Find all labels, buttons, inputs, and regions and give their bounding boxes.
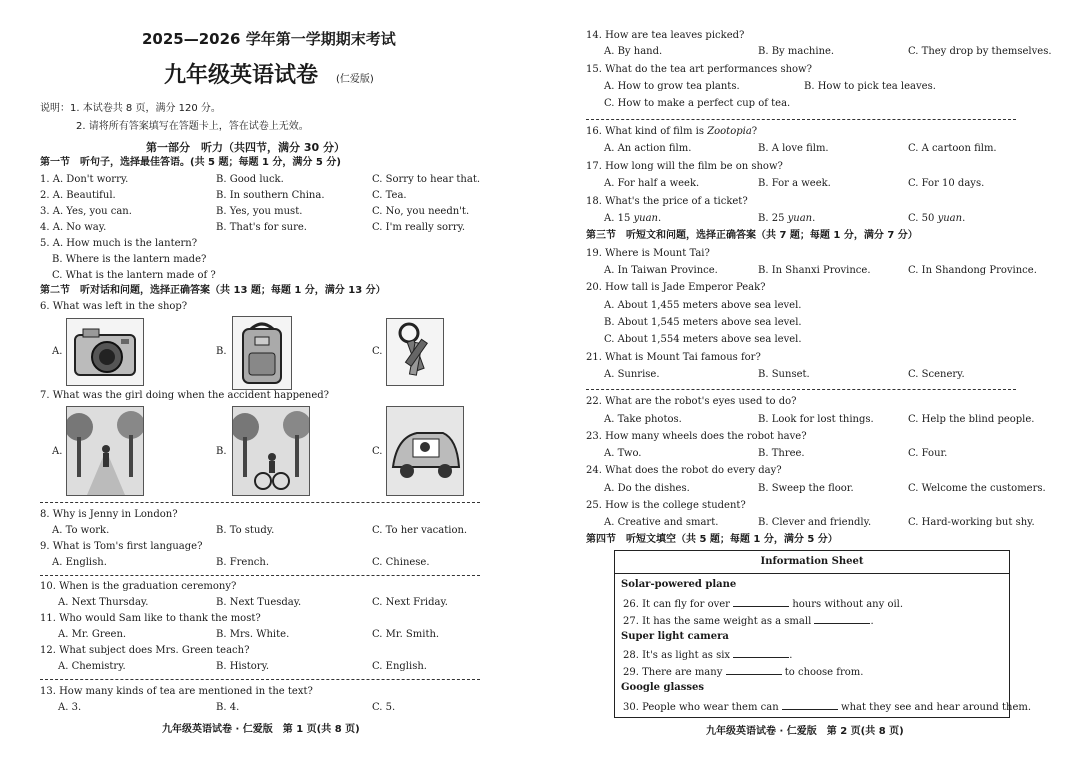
sheet-title: Information Sheet [615, 551, 1009, 574]
q2-option-a: 2. A. Beautiful. [40, 190, 116, 201]
section3-heading: 第三节 听短文和问题，选择正确答案（共 7 题；每题 1 分，满分 7 分） [586, 230, 918, 241]
q15-option-b: B. How to pick tea leaves. [804, 81, 936, 92]
camera-picture [66, 318, 144, 386]
q3-option-c: C. No, you needn't. [372, 206, 470, 217]
page-footer-right: 九年级英语试卷 · 仁爱版 第 2 页(共 8 页) [706, 726, 904, 737]
q21-question: 21. What is Mount Tai famous for? [586, 352, 761, 363]
sheet-heading-plane: Solar-powered plane [621, 579, 737, 590]
q24-question: 24. What does the robot do every day? [586, 465, 782, 476]
q18-a-value: A. 15 [604, 213, 631, 224]
q19-question: 19. Where is Mount Tai? [586, 248, 710, 259]
q10-question: 10. When is the graduation ceremony? [40, 581, 237, 592]
q5-option-c: C. What is the lantern made of ? [52, 270, 216, 281]
q16-question [586, 126, 757, 138]
edition-label: (仁爱版) [336, 74, 374, 85]
period: . [658, 213, 662, 224]
q22-question: 22. What are the robot's eyes used to do? [586, 396, 797, 407]
q8-question: 8. Why is Jenny in London? [40, 509, 178, 520]
q20-option-b: B. About 1,545 meters above sea level. [604, 317, 802, 328]
camera-icon [67, 319, 143, 385]
q15-option-c: C. How to make a perfect cup of tea. [604, 98, 791, 109]
period: . [962, 213, 966, 224]
q17-option-a: A. For half a week. [604, 178, 700, 189]
item-30 [623, 700, 1031, 714]
q18-option-c [908, 213, 965, 225]
q22-option-b: B. Look for lost things. [758, 414, 874, 425]
q20-option-c: C. About 1,554 meters above sea level. [604, 334, 802, 345]
q6-label-c: C. [372, 346, 383, 357]
q5-option-a: 5. A. How much is the lantern? [40, 238, 198, 249]
page-footer-left: 九年级英语试卷 · 仁爱版 第 1 页(共 8 页) [162, 724, 360, 735]
sheet-heading-camera: Super light camera [621, 631, 729, 642]
q13-option-c: C. 5. [372, 702, 396, 713]
period: . [812, 213, 816, 224]
item-26 [623, 597, 903, 611]
q11-option-c: C. Mr. Smith. [372, 629, 440, 640]
q11-question: 11. Who would Sam like to thank the most? [40, 613, 261, 624]
q18-c-value: C. 50 [908, 213, 935, 224]
q16-option-b: B. A love film. [758, 143, 829, 154]
q2-option-b: B. In southern China. [216, 190, 325, 201]
answer-blank-30[interactable] [782, 700, 838, 710]
divider [40, 679, 480, 680]
q14-option-a: A. By hand. [604, 46, 663, 57]
q7-label-c: C. [372, 446, 383, 457]
q24-option-b: B. Sweep the floor. [758, 483, 854, 494]
film-title: Zootopia [707, 126, 752, 137]
sheet-heading-glasses: Google glasses [621, 682, 705, 693]
q23-option-b: B. Three. [758, 448, 805, 459]
q12-option-a: A. Chemistry. [58, 661, 126, 672]
q7-label-b: B. [216, 446, 227, 457]
divider [40, 575, 480, 576]
park-walking-scene [67, 407, 143, 495]
q3-option-b: B. Yes, you must. [216, 206, 303, 217]
item-28-text: 28. It's as light as six [623, 650, 731, 661]
q12-option-b: B. History. [216, 661, 270, 672]
q25-option-c: C. Hard-working but shy. [908, 517, 1035, 528]
instruction-1: 说明：1. 本试卷共 8 页，满分 120 分。 [40, 103, 221, 114]
q16-text: 16. What kind of film is [586, 126, 704, 137]
q21-option-b: B. Sunset. [758, 369, 810, 380]
q14-option-c: C. They drop by themselves. [908, 46, 1052, 57]
currency-unit: yuan [937, 213, 963, 224]
q9-option-b: B. French. [216, 557, 270, 568]
q4-option-c: C. I'm really sorry. [372, 222, 466, 233]
q19-option-b: B. In Shanxi Province. [758, 265, 871, 276]
q20-option-a: A. About 1,455 meters above sea level. [604, 300, 802, 311]
section2-heading: 第二节 听对话和问题，选择正确答案（共 13 题；每题 1 分，满分 13 分） [40, 285, 386, 296]
q23-question: 23. How many wheels does the robot have? [586, 431, 807, 442]
q24-option-c: C. Welcome the customers. [908, 483, 1046, 494]
q19-option-c: C. In Shandong Province. [908, 265, 1037, 276]
item-27-tail: . [870, 616, 874, 627]
q24-option-a: A. Do the dishes. [604, 483, 690, 494]
q4-option-a: 4. A. No way. [40, 222, 107, 233]
item-29-text: 29. There are many [623, 667, 723, 678]
q22-option-c: C. Help the blind people. [908, 414, 1035, 425]
item-27 [623, 614, 874, 628]
q13-question: 13. How many kinds of tea are mentioned in the text? [40, 686, 313, 697]
answer-blank-28[interactable] [733, 648, 789, 658]
walking-girl-picture [66, 406, 144, 496]
answer-blank-29[interactable] [726, 665, 782, 675]
item-29-tail: to choose from. [784, 667, 864, 678]
keys-icon [387, 319, 443, 385]
section1-heading: 第一节 听句子，选择最佳答语。(共 5 题；每题 1 分，满分 5 分) [40, 157, 341, 168]
q14-option-b: B. By machine. [758, 46, 835, 57]
q21-option-a: A. Sunrise. [604, 369, 660, 380]
item-30-tail: what they see and hear around them. [841, 702, 1032, 713]
q10-option-a: A. Next Thursday. [58, 597, 149, 608]
q1-option-a: 1. A. Don't worry. [40, 174, 129, 185]
q17-option-c: C. For 10 days. [908, 178, 985, 189]
q21-option-c: C. Scenery. [908, 369, 965, 380]
q22-option-a: A. Take photos. [604, 414, 682, 425]
keys-picture [386, 318, 444, 386]
q16-option-c: C. A cartoon film. [908, 143, 997, 154]
q25-option-b: B. Clever and friendly. [758, 517, 872, 528]
q18-option-a [604, 213, 661, 225]
divider [586, 389, 1016, 390]
q9-option-c: C. Chinese. [372, 557, 430, 568]
q10-option-c: C. Next Friday. [372, 597, 448, 608]
q23-option-a: A. Two. [604, 448, 642, 459]
q11-option-a: A. Mr. Green. [58, 629, 127, 640]
item-30-text: 30. People who wear them can [623, 702, 779, 713]
item-29 [623, 665, 863, 679]
backpack-picture [232, 316, 292, 390]
q10-option-b: B. Next Tuesday. [216, 597, 302, 608]
q13-option-b: B. 4. [216, 702, 240, 713]
item-28 [623, 648, 792, 662]
q9-option-a: A. English. [52, 557, 107, 568]
q7-question: 7. What was the girl doing when the accident happened? [40, 390, 330, 401]
currency-unit: yuan [633, 213, 658, 224]
item-27-text: 27. It has the same weight as a small [623, 616, 812, 627]
exam-title: 2025—2026 学年第一学期期末考试 [142, 30, 396, 48]
cycling-girl-picture [232, 406, 310, 496]
q2-option-c: C. Tea. [372, 190, 407, 201]
q4-option-b: B. That's for sure. [216, 222, 307, 233]
item-26-text: 26. It can fly for over [623, 599, 730, 610]
q14-question: 14. How are tea leaves picked? [586, 30, 745, 41]
divider [40, 502, 480, 503]
q25-option-a: A. Creative and smart. [604, 517, 719, 528]
q17-option-b: B. For a week. [758, 178, 831, 189]
q5-option-b: B. Where is the lantern made? [52, 254, 207, 265]
q6-question: 6. What was left in the shop? [40, 301, 188, 312]
q18-question: 18. What's the price of a ticket? [586, 196, 748, 207]
q6-label-a: A. [52, 346, 63, 357]
item-26-tail: hours without any oil. [792, 599, 904, 610]
q15-option-a: A. How to grow tea plants. [604, 81, 740, 92]
q8-option-b: B. To study. [216, 525, 275, 536]
q1-option-c: C. Sorry to hear that. [372, 174, 481, 185]
item-28-tail: . [789, 650, 793, 661]
q9-question: 9. What is Tom's first language? [40, 541, 203, 552]
q3-option-a: 3. A. Yes, you can. [40, 206, 132, 217]
q18-b-value: B. 25 [758, 213, 785, 224]
q13-option-a: A. 3. [58, 702, 82, 713]
q19-option-a: A. In Taiwan Province. [604, 265, 718, 276]
q15-question: 15. What do the tea art performances show? [586, 64, 812, 75]
q8-option-c: C. To her vacation. [372, 525, 468, 536]
q1-option-b: B. Good luck. [216, 174, 284, 185]
q16-option-a: A. An action film. [604, 143, 692, 154]
answer-blank-26[interactable] [733, 597, 789, 607]
q18-option-b [758, 213, 815, 225]
currency-unit: yuan [787, 213, 813, 224]
q20-question: 20. How tall is Jade Emperor Peak? [586, 282, 766, 293]
paper-title: 九年级英语试卷 [164, 63, 319, 88]
driving-girl-picture [386, 406, 464, 496]
q25-question: 25. How is the college student? [586, 500, 746, 511]
q12-question: 12. What subject does Mrs. Green teach? [40, 645, 250, 656]
question-mark: ? [751, 126, 758, 137]
information-sheet [614, 550, 1032, 718]
q7-label-a: A. [52, 446, 63, 457]
instruction-2: 2. 请将所有答案填写在答题卡上，答在试卷上无效。 [76, 121, 309, 132]
car-driving-scene [387, 407, 463, 495]
section4-heading: 第四节 听短文填空（共 5 题；每题 1 分，满分 5 分） [586, 534, 838, 545]
park-cycling-scene [233, 407, 309, 495]
q11-option-b: B. Mrs. White. [216, 629, 290, 640]
q12-option-c: C. English. [372, 661, 427, 672]
backpack-icon [233, 317, 291, 389]
q17-question: 17. How long will the film be on show? [586, 161, 783, 172]
divider [586, 119, 1016, 120]
q8-option-a: A. To work. [52, 525, 110, 536]
q23-option-c: C. Four. [908, 448, 948, 459]
answer-blank-27[interactable] [814, 614, 870, 624]
part1-heading: 第一部分 听力（共四节，满分 30 分） [146, 141, 345, 154]
q6-label-b: B. [216, 346, 227, 357]
